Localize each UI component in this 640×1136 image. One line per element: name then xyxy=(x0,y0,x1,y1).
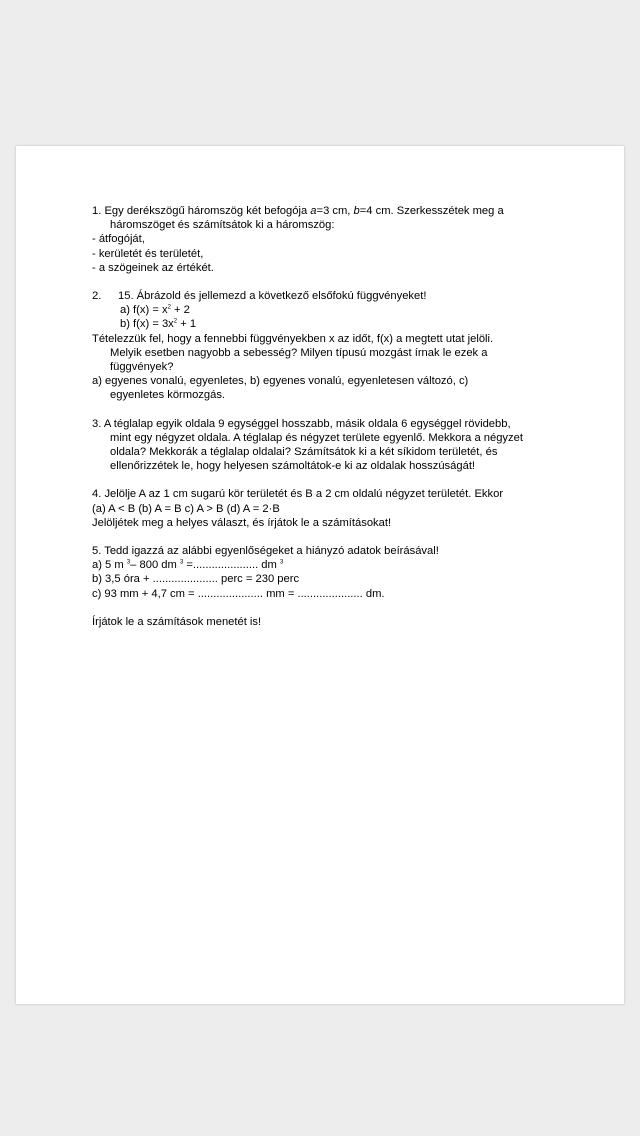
q5-a-mid: – 800 dm xyxy=(130,559,180,572)
q1-var-a: a xyxy=(310,205,317,217)
q2-fa-exponent: 2 xyxy=(167,304,171,311)
q2-title-line xyxy=(92,289,572,303)
document-content xyxy=(92,204,572,629)
q2-answer-options: a) egyenes vonalú, egyenletes, b) egyenes vonalú, egyenletesen változó, c) xyxy=(92,375,469,388)
q1-text-c: =4 cm. Szerkesszétek meg a xyxy=(359,205,504,217)
q2-answer-options: egyenletes körmozgás. xyxy=(110,389,226,402)
q4-options: (a) A < B (b) A = B c) A > B (d) A = 2·B xyxy=(92,502,280,515)
question-4 xyxy=(92,487,572,530)
question-5 xyxy=(92,544,572,601)
q2-paragraph-line: Tételezzük fel, hogy a fennebbi függvényekben x az időt, f(x) a megtett utat jelöli. xyxy=(92,332,494,345)
question-1 xyxy=(92,204,572,275)
q3-line: oldala? Mekkorák a téglalap oldalai? Számítsátok ki a két síkidom területét, és xyxy=(110,446,498,459)
question-2 xyxy=(92,289,572,403)
q5-item-a xyxy=(92,558,572,572)
q2-function-b xyxy=(92,317,572,331)
footer-instruction: Írjátok le a számítások menetét is! xyxy=(92,615,262,628)
q2-fb-tail: + 1 xyxy=(177,318,197,331)
q1-item: - kerületét és területét, xyxy=(92,247,204,260)
q2-paragraph-line: Melyik esetben nagyobb a sebesség? Milyen típusú mozgást írnak le ezek a xyxy=(110,346,488,359)
q2-fa-text: a) f(x) = x xyxy=(120,304,168,317)
q2-fb-exponent: 2 xyxy=(173,318,178,325)
q3-line: mint egy négyzet oldala. A téglalap és négyzet területe egyenlő. Mekkora a négyzet xyxy=(110,431,523,444)
q1-line-2: háromszöget és számítsátok ki a háromszög: xyxy=(110,219,335,232)
q3-line: 3. A téglalap egyik oldala 9 egységgel hosszabb, másik oldala 6 egységgel rövidebb, xyxy=(92,417,511,430)
q5-item-c: c) 93 mm + 4,7 cm = ..................... mm = ..................... dm. xyxy=(92,587,385,600)
q5-a-exp-2: 3 xyxy=(179,559,184,566)
q1-text-a: 1. Egy derékszögű háromszög két befogója xyxy=(92,205,311,217)
q2-title: 15. Ábrázold és jellemezd a következő elsőfokú függvényeket! xyxy=(118,290,427,303)
q5-a-exp-1: 3 xyxy=(126,559,131,566)
q2-paragraph-line: függvények? xyxy=(110,361,174,374)
q5-title: 5. Tedd igazzá az alábbi egyenlőségeket a hiányzó adatok beírásával! xyxy=(92,545,439,558)
q1-text-b: =3 cm, xyxy=(316,205,354,217)
q2-number: 2. xyxy=(92,290,102,303)
q4-line: Jelöljétek meg a helyes választ, és írjátok le a számításokat! xyxy=(92,516,392,529)
q1-var-b: b xyxy=(353,205,360,217)
q2-fb-text: b) f(x) = 3x xyxy=(120,318,174,331)
q4-line: 4. Jelölje A az 1 cm sugarú kör területét és B a 2 cm oldalú négyzet területét. Ekkor xyxy=(92,488,504,501)
q1-line-1 xyxy=(92,204,572,218)
q1-item: - a szögeinek az értékét. xyxy=(92,261,214,274)
document-page xyxy=(16,146,624,1004)
q2-function-a xyxy=(92,303,572,317)
q5-item-b: b) 3,5 óra + ..................... perc = 230 perc xyxy=(92,573,300,586)
q5-a-pre: a) 5 m xyxy=(92,559,127,572)
q2-fa-tail: + 2 xyxy=(170,304,190,317)
q3-line: ellenőrizzétek le, hogy helyesen számoltátok-e ki az oldalak hosszúságát! xyxy=(110,460,476,473)
q1-item: - átfogóját, xyxy=(92,233,145,246)
question-3 xyxy=(92,417,572,474)
q5-a-blank: =..................... dm xyxy=(183,559,280,572)
q5-a-exp-3: 3 xyxy=(279,559,284,566)
